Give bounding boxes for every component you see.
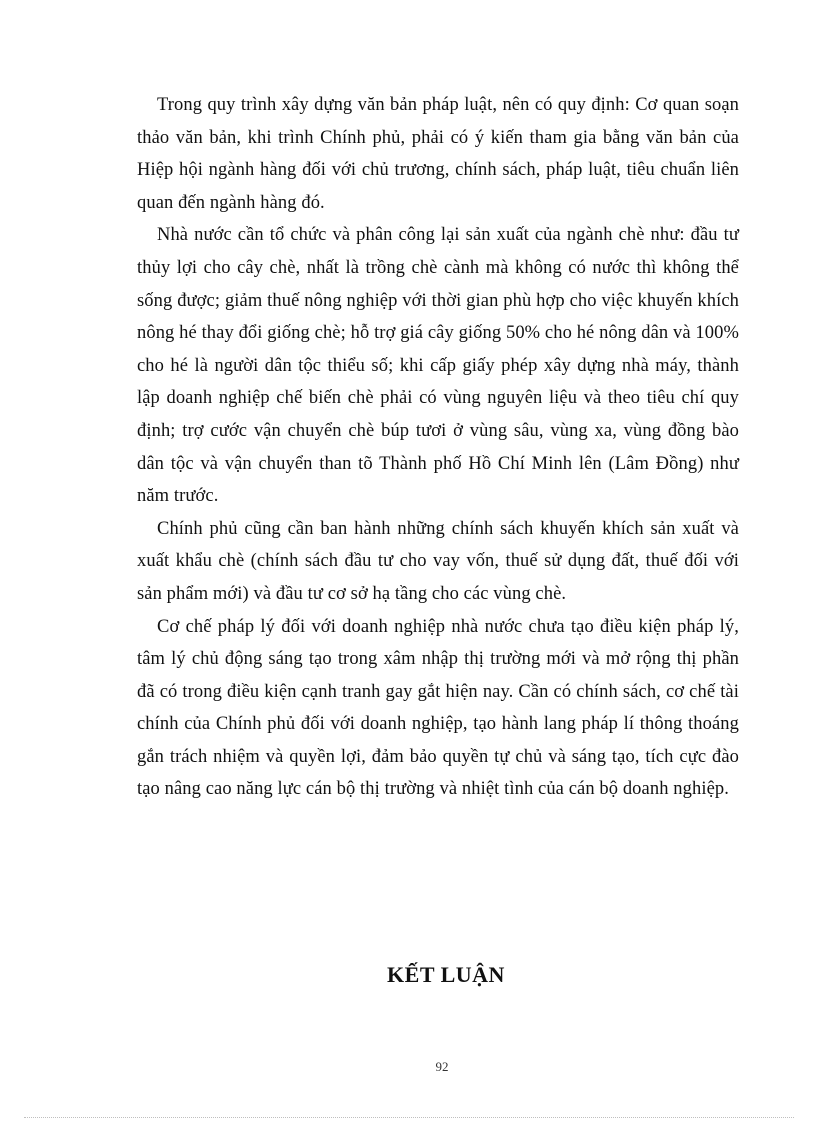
paragraph-3: Chính phủ cũng cần ban hành những chính sách khuyến khích sản xuất và xuất khẩu chè (chính sách đầu tư cho vay vốn, thuế sử dụng đất, thuế đối với sản phẩm mới) và đầu tư cơ sở hạ tầng cho các vùng chè. <box>137 518 739 604</box>
paragraph-1: Trong quy trình xây dựng văn bản pháp luật, nên có quy định: Cơ quan soạn thảo văn bản, khi trình Chính phủ, phải có ý kiến tham gia bằng văn bản của Hiệp hội ngành hàng đối với chủ trương, chính sách, pháp luật, tiêu chuẩn liên quan đến ngành hàng đó. <box>137 95 739 213</box>
page-border-divider <box>24 1117 794 1118</box>
page-number: 92 <box>435 1059 449 1074</box>
paragraph-2: Nhà nước cần tổ chức và phân công lại sản xuất của ngành chè như: đầu tư thủy lợi cho cây chè, nhất là trồng chè cành mà không có nước thì không thể sống được; giảm thuế nông nghiệp với thời gian phù hợp cho việc khuyến khích nông hé thay đổi giống chè; hỗ trợ giá cây giống 50% cho hé nông dân và 100% cho hé là người dân tộc thiểu số; khi cấp giấy phép xây dựng nhà máy, thành lập doanh nghiệp chế biến chè phải có vùng nguyên liệu và theo tiêu chí quy định; trợ cước vận chuyển chè búp tươi ở vùng sâu, vùng xa, vùng đồng bào dân tộc và vận chuyển than tõ Thành phố Hồ Chí Minh lên (Lâm Đồng) như năm trước. <box>137 225 739 507</box>
body-text <box>137 89 739 806</box>
section-heading: KẾT LUẬN <box>387 962 505 987</box>
paragraph-4: Cơ chế pháp lý đối với doanh nghiệp nhà nước chưa tạo điều kiện pháp lý, tâm lý chủ động sáng tạo trong xâm nhập thị trường mới và mở rộng thị phần đã có trong điều kiện cạnh tranh gay gắt hiện nay. Cần có chính sách, cơ chế tài chính của Chính phủ đối với doanh nghiệp, tạo hành lang pháp lí thông thoáng gắn trách nhiệm và quyền lợi, đảm bảo quyền tự chủ và sáng tạo, tích cực đào tạo nâng cao năng lực cán bộ thị trường và nhiệt tình của cán bộ doanh nghiệp. <box>137 616 739 800</box>
